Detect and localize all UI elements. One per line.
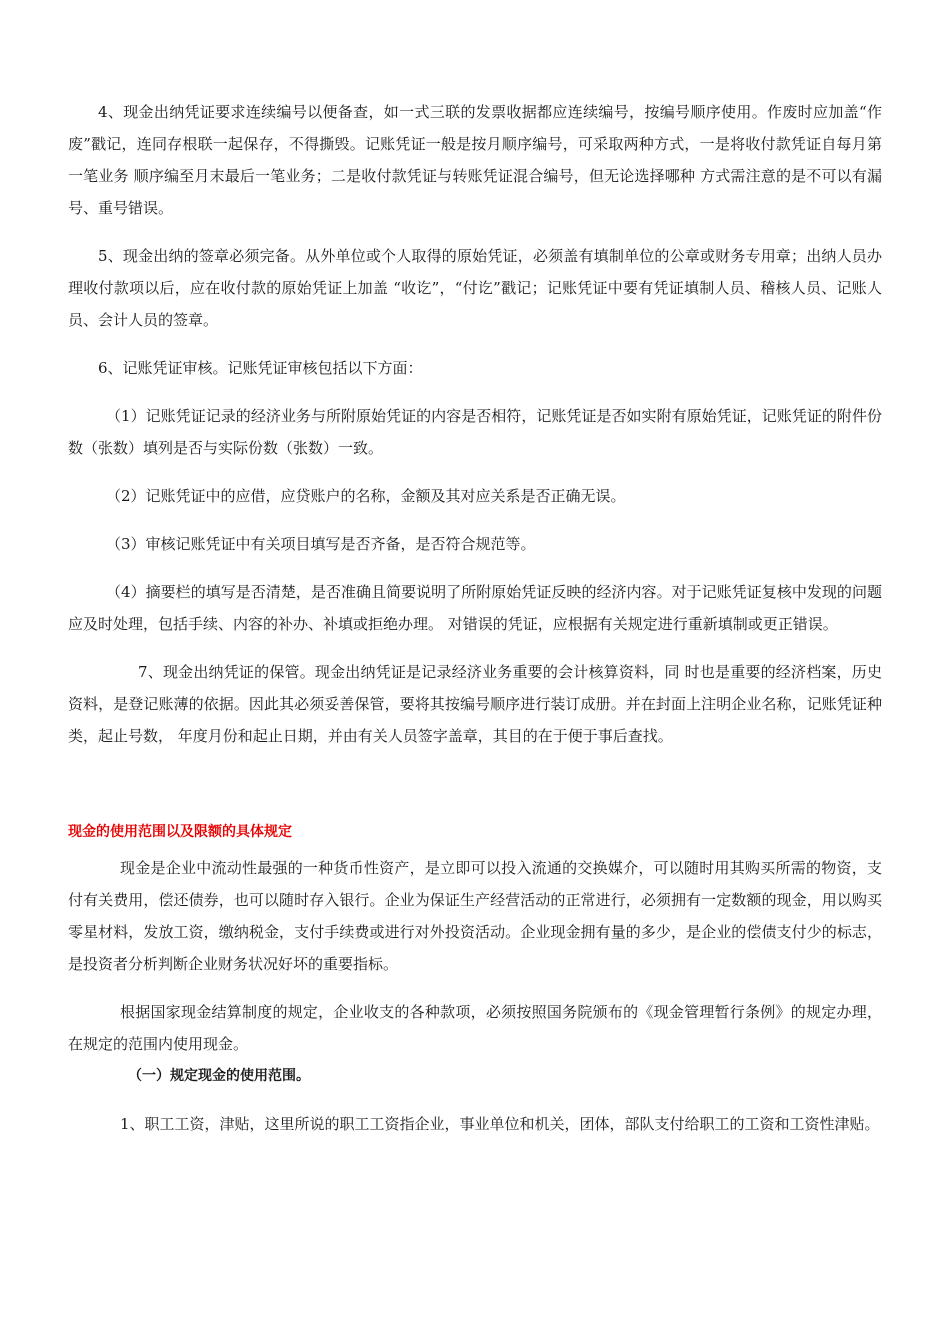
paragraph-subitem-4: （4）摘要栏的填写是否清楚，是否准确且简要说明了所附原始凭证反映的经济内容。对于记账凭证复核中发现的问题应及时处理，包括手续、内容的补办、补填或拒绝办理。 对错误的凭证，应根据有关规定进行重新填制或更正错误。 [68,583,882,633]
subsection-heading: （一）规定现金的使用范围。 [128,1068,310,1084]
paragraph-item-5: 5、现金出纳的签章必须完备。从外单位或个人取得的原始凭证，必须盖有填制单位的公章或财务专用章；出纳人员办理收付款项以后，应在收付款的原始凭证上加盖 “收讫”，“付讫”戳记；记账凭证中要有凭证填制人员、稽核人员、记账人员、会计人员的签章。 [68,247,882,329]
paragraph-subitem-2: （2）记账凭证中的应借，应贷账户的名称，金额及其对应关系是否正确无误。 [106,487,626,505]
paragraph-salary: 1、职工工资，津贴，这里所说的职工工资指企业，事业单位和机关，团体，部队支付给职工的工资和工资性津贴。 [120,1115,880,1133]
document-page [68,96,882,1140]
paragraph-item-6: 6、记账凭证审核。记账凭证审核包括以下方面： [98,359,423,377]
paragraph-item-7: 7、现金出纳凭证的保管。现金出纳凭证是记录经济业务重要的会计核算资料，同 时也是重要的经济档案，历史资料，是登记账薄的依据。因此其必须妥善保管，要将其按编号顺序进行装订成册。并在封面上注明企业名称，记账凭证种类，起止号数， 年度月份和起止日期，并由有关人员签字盖章，其目的在于便于事后查找。 [68,663,882,745]
paragraph-item-4: 4、现金出纳凭证要求连续编号以便备查，如一式三联的发票收据都应连续编号，按编号顺序使用。作废时应加盖“作废”戳记，连同存根联一起保存，不得撕毁。记账凭证一般是按月顺序编号，可采取两种方式，一是将收付款凭证自每月第一笔业务 顺序编至月末最后一笔业务；二是收付款凭证与转账凭证混合编号，但无论选择哪种 方式需注意的是不可以有漏号、重号错误。 [68,103,882,217]
paragraph-subitem-1: （1）记账凭证记录的经济业务与所附原始凭证的内容是否相符，记账凭证是否如实附有原始凭证，记账凭证的附件份数（张数）填列是否与实际份数（张数）一致。 [68,407,882,457]
paragraph-cash-regulation: 根据国家现金结算制度的规定，企业收支的各种款项，必须按照国务院颁布的《现金管理暂行条例》的规定办理，在规定的范围内使用现金。 [68,1003,882,1053]
paragraph-cash-definition: 现金是企业中流动性最强的一种货币性资产，是立即可以投入流通的交换媒介，可以随时用其购买所需的物资，支付有关费用，偿还债券，也可以随时存入银行。企业为保证生产经营活动的正常进行，必须拥有一定数额的现金，用以购买零星材料，发放工资，缴纳税金，支付手续费或进行对外投资活动。企业现金拥有量的多少，是企业的偿债支付少的标志，是投资者分析判断企业财务状况好坏的重要指标。 [68,859,882,973]
paragraph-subitem-3: （3）审核记账凭证中有关项目填写是否齐备，是否符合规范等。 [106,535,536,553]
section-heading: 现金的使用范围以及限额的具体规定 [68,824,292,840]
